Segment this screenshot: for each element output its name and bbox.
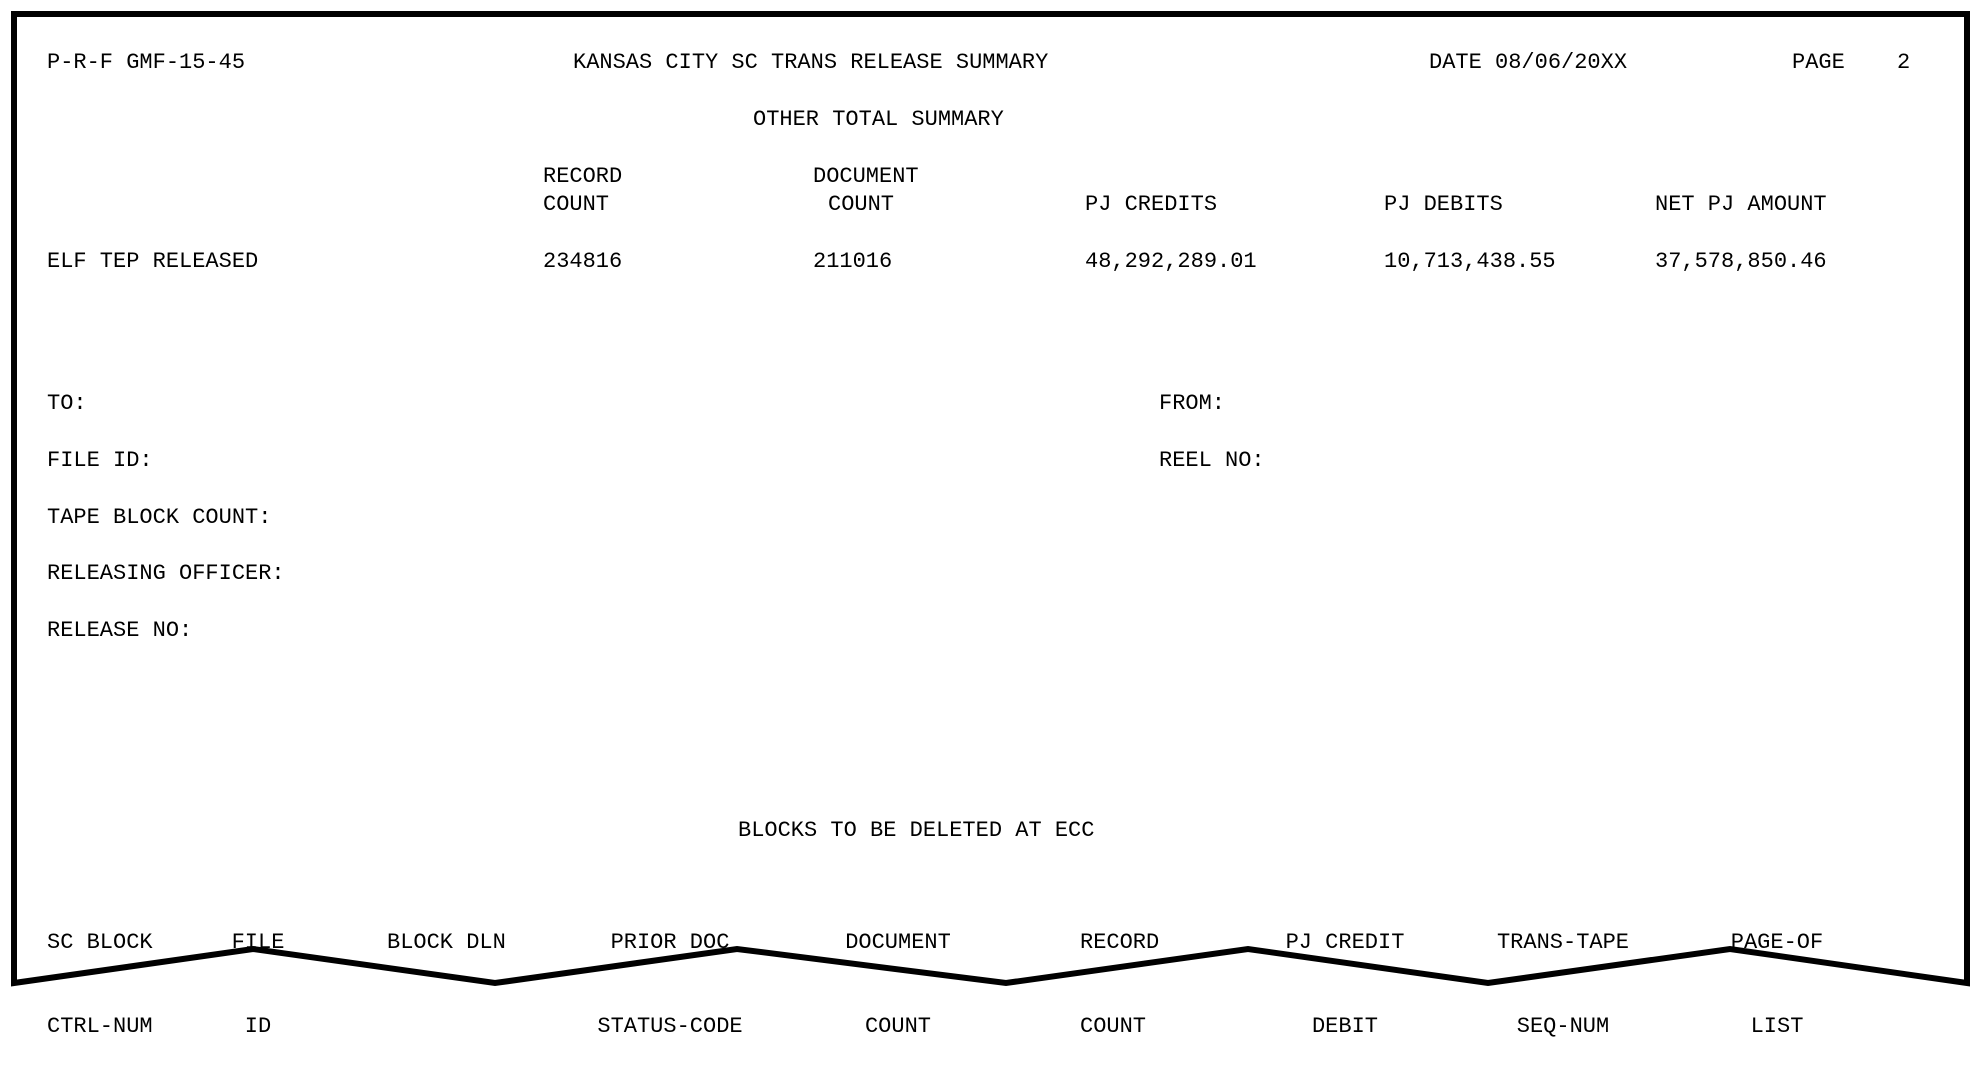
blocks-col-prior-doc [585, 873, 755, 1069]
page-number: 2 [1897, 50, 1911, 75]
col-header-document-count-line2: COUNT [828, 192, 895, 217]
summary-row-pj-credits: 48,292,289.01 [1085, 249, 1257, 274]
blocks-col-record-count [1080, 873, 1180, 1069]
blocks-section-title: BLOCKS TO BE DELETED AT ECC [738, 818, 1095, 843]
blocks-col-pj-credit [1270, 873, 1420, 1069]
program-id: P-R-F GMF-15-45 [47, 50, 246, 75]
blocks-col-line1: BLOCK DLN [387, 930, 506, 955]
summary-row-document-count: 211016 [813, 249, 893, 274]
col-header-document-count-line1: DOCUMENT [813, 164, 919, 189]
field-to: TO: [47, 391, 87, 416]
blocks-col-line2: CTRL-NUM [47, 1014, 153, 1039]
summary-row-record-count: 234816 [543, 249, 623, 274]
blocks-col-line1: DOCUMENT [845, 930, 951, 955]
blocks-col-line2: LIST [1750, 1014, 1804, 1039]
blocks-col-line1: RECORD [1080, 930, 1160, 955]
blocks-col-file-id [218, 873, 298, 1069]
blocks-col-line1: FILE [231, 930, 285, 955]
page-label: PAGE [1792, 50, 1845, 75]
blocks-col-sc-block [47, 873, 173, 1069]
summary-row-pj-debits: 10,713,438.55 [1384, 249, 1556, 274]
blocks-col-block-dln [387, 873, 537, 1041]
field-tape-block-count: TAPE BLOCK COUNT: [47, 505, 272, 530]
blocks-col-line2: STATUS-CODE [597, 1014, 743, 1039]
summary-row-label: ELF TEP RELEASED [47, 249, 259, 274]
blocks-col-line1: PRIOR DOC [610, 930, 730, 955]
field-from: FROM: [1159, 391, 1226, 416]
field-reel-no: REEL NO: [1159, 448, 1265, 473]
report-title: KANSAS CITY SC TRANS RELEASE SUMMARY [573, 50, 1049, 75]
blocks-col-line2: COUNT [1080, 1014, 1147, 1039]
field-releasing-officer: RELEASING OFFICER: [47, 561, 285, 586]
field-release-no: RELEASE NO: [47, 618, 193, 643]
summary-section-title: OTHER TOTAL SUMMARY [753, 107, 1004, 132]
col-header-record-count-line2: COUNT [543, 192, 610, 217]
blocks-col-line1: PAGE-OF [1730, 930, 1824, 955]
report-date: DATE 08/06/20XX [1429, 50, 1628, 75]
blocks-col-line2: SEQ-NUM [1516, 1014, 1610, 1039]
blocks-col-line1: TRANS-TAPE [1496, 930, 1630, 955]
blocks-col-line2: COUNT [864, 1014, 931, 1039]
col-header-pj-debits: PJ DEBITS [1384, 192, 1503, 217]
blocks-col-page-of [1722, 873, 1832, 1069]
field-file-id: FILE ID: [47, 448, 153, 473]
summary-row-net-pj-amount: 37,578,850.46 [1655, 249, 1827, 274]
col-header-net-pj-amount: NET PJ AMOUNT [1655, 192, 1827, 217]
blocks-col-line1: PJ CREDIT [1285, 930, 1405, 955]
blocks-col-line1: SC BLOCK [47, 930, 153, 955]
col-header-pj-credits: PJ CREDITS [1085, 192, 1218, 217]
blocks-col-line2: ID [244, 1014, 272, 1039]
col-header-record-count-line1: RECORD [543, 164, 623, 189]
blocks-col-line2: DEBIT [1311, 1014, 1378, 1039]
blocks-col-document-count [833, 873, 963, 1069]
blocks-col-trans-tape [1483, 873, 1643, 1069]
